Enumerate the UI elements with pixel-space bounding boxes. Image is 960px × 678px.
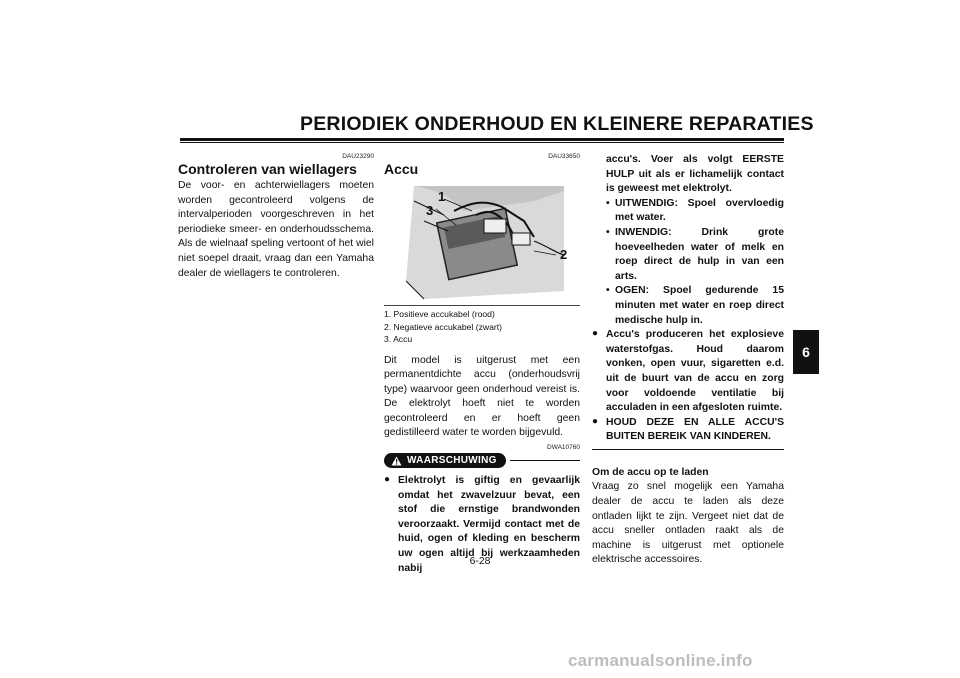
first-aid-text: OGEN: Spoel gedurende 15 minuten met water en roep direct medische hulp in.: [615, 285, 784, 326]
figure-caption-rule: [384, 305, 580, 306]
warning-rule: [510, 460, 580, 461]
section-code: DAU33650: [548, 153, 580, 160]
sub-bullet-icon: •: [606, 197, 610, 209]
figure-label-3: 3: [426, 203, 434, 218]
figure-label-2: 2: [560, 247, 568, 262]
warning-header: [384, 453, 580, 468]
figure-captions: [384, 308, 580, 346]
first-aid-item: [592, 197, 784, 226]
warning-bullet: [592, 416, 784, 445]
section-battery-continued: [592, 153, 784, 568]
sub-bullet-icon: •: [606, 285, 610, 297]
warning-label: WAARSCHUWING: [407, 455, 497, 467]
figure-label-1: 1: [438, 189, 446, 204]
subsection-heading: Om de accu op te laden: [592, 466, 709, 478]
first-aid-text: UITWENDIG: Spoel overvloedig met water.: [615, 197, 784, 224]
page-header-title: PERIODIEK ONDERHOUD EN KLEINERE REPARATIES: [300, 113, 814, 135]
watermark-text: carmanualsonline.info: [568, 651, 753, 670]
header-rule-thin: [180, 142, 784, 143]
section-wheel-bearings: [178, 153, 374, 281]
warning-triangle-icon: [391, 456, 402, 466]
warning-badge: [384, 453, 506, 468]
header-rule: [180, 138, 784, 141]
warning-bullet-text: Elektrolyt is giftig en gevaarlijk omdat het zwavelzuur bevat, een stof die ernstige brandwonden veroorzaakt. Vermijd contact met de huid, ogen of kleding en bescherm uw ogen altijd bij werkzaamheden nabij: [398, 475, 580, 574]
section-body: De voor- en achterwiellagers moeten worden gecontroleerd volgens de intervalperioden voorgeschreven in het periodieke smeer- en onderhoudsschema. Als de wielnaaf speling vertoont of het wiel niet soepel draait, vraag dan een Yamaha dealer de wiellagers te controleren.: [178, 180, 374, 279]
warning-bullet-text: Accu's produceren het explosieve waterstofgas. Houd daarom vonken, open vuur, sigaretten e.d. uit de buurt van de accu en zorg voor voldoende ventilatie bij acculaden in een afgesloten ruimte.: [606, 329, 784, 414]
warning-bullet-text: HOUD DEZE EN ALLE ACCU'S BUITEN BEREIK VAN KINDEREN.: [606, 416, 784, 443]
page-number: 6-28: [469, 556, 491, 567]
section-code: DAU23290: [342, 153, 374, 160]
sub-bullet-icon: •: [606, 226, 610, 238]
warning-code: DWA10760: [547, 444, 580, 452]
caption-item: 1. Positieve accukabel (rood): [384, 309, 495, 319]
first-aid-text: INWENDIG: Drink grote hoeveelheden water of melk en roep direct de hulp in van een arts.: [615, 226, 784, 282]
section-battery: [384, 153, 580, 576]
section-body: Dit model is uitgerust met een permanentdichte accu (onderhoudsvrij type) waarvoor geen onderhoud vereist is. De elektrolyt hoeft niet te worden gecontroleerd en er hoeft geen gedistilleerd water te worden bijgevuld.: [384, 354, 580, 439]
first-aid-item: [592, 226, 784, 284]
bullet-dot-icon: ●: [384, 474, 391, 486]
bullet-dot-icon: ●: [592, 328, 599, 340]
caption-item: 2. Negatieve accukabel (zwart): [384, 321, 502, 332]
first-aid-item: [592, 284, 784, 328]
warning-continued-text: accu's. Voer als volgt EERSTE HULP uit als er lichamelijk contact is geweest met elektrolyt.: [606, 154, 784, 195]
battery-figure: [384, 181, 580, 303]
subsection-body: Vraag zo snel mogelijk een Yamaha dealer de accu te laden als deze ontladen lijkt te zijn. Vergeet niet dat de accu sneller ontladen raakt als de machine is uitgerust met optionele elektrische accessoires.: [592, 481, 784, 566]
bullet-dot-icon: ●: [592, 415, 599, 427]
battery-illustration: [384, 181, 580, 303]
caption-item: 3. Accu: [384, 334, 413, 344]
chapter-tab: 6: [793, 330, 819, 374]
warning-end-rule: [592, 449, 784, 450]
warning-bullet: [592, 328, 784, 416]
section-heading: Controleren van wiellagers: [178, 161, 357, 177]
section-heading: Accu: [384, 161, 419, 177]
